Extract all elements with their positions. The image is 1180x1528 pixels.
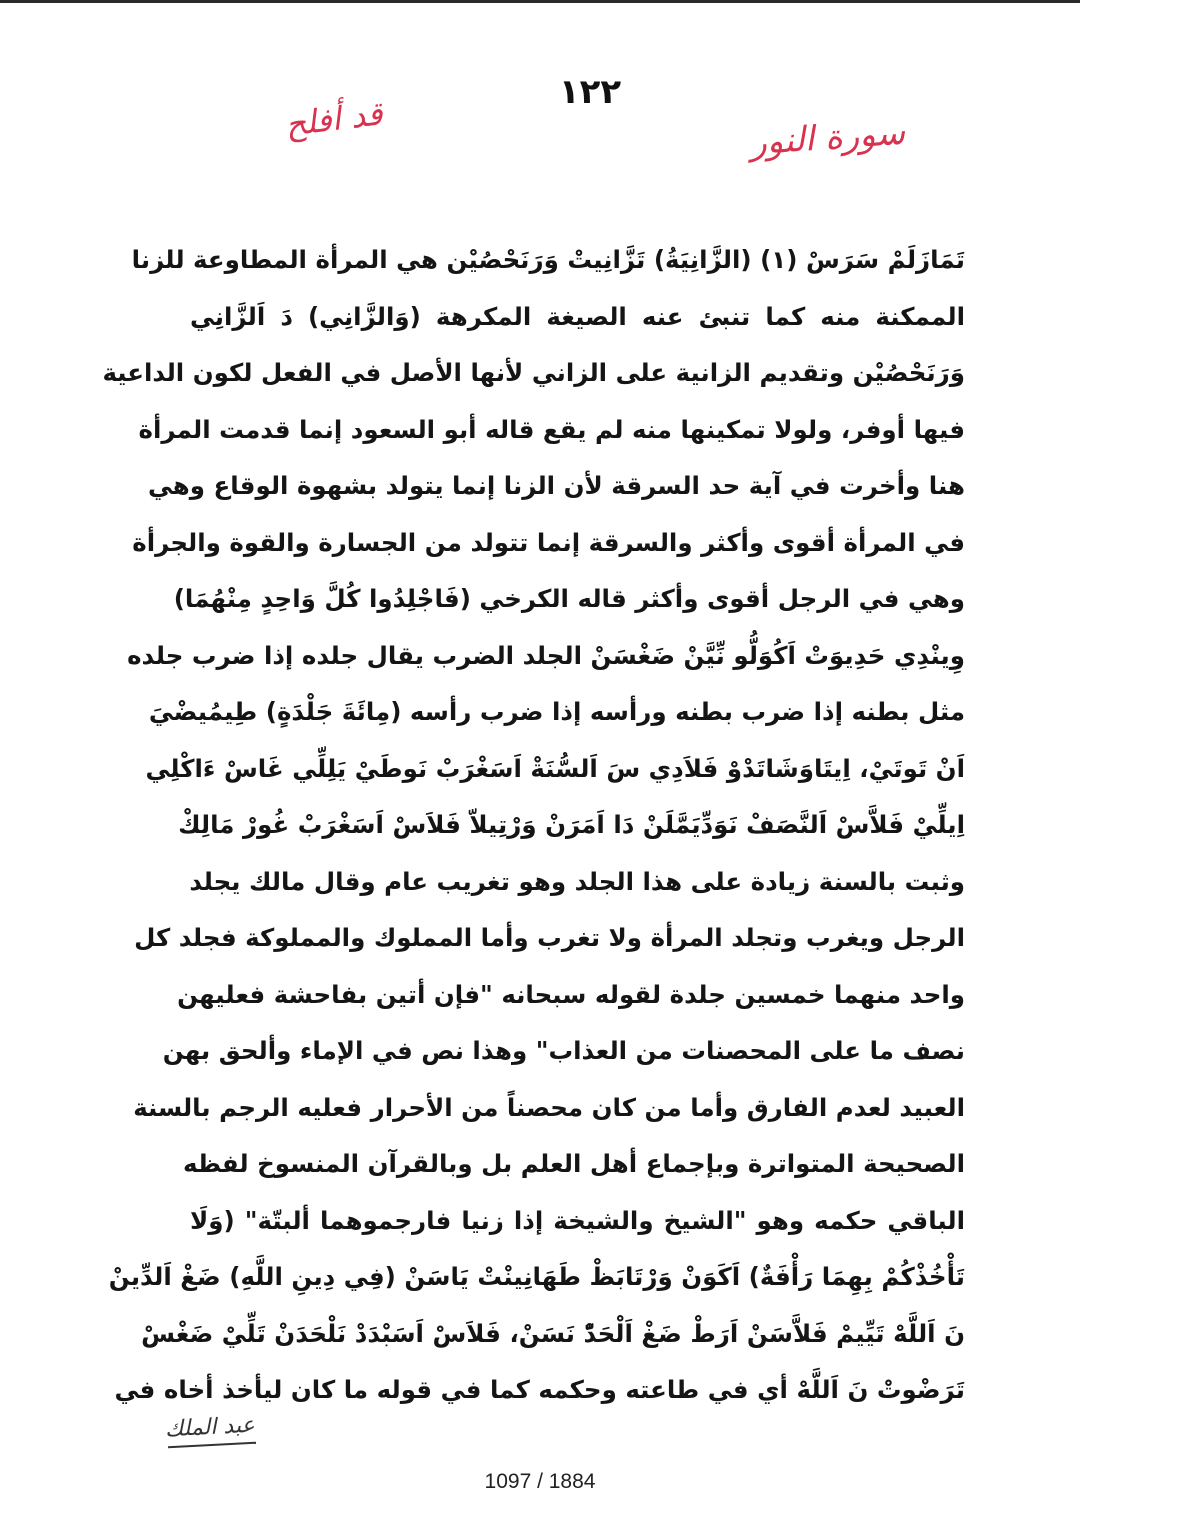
handwritten-note-right: سورة النور (748, 112, 907, 164)
handwritten-note-left: قد أفلح (283, 94, 385, 144)
scan-top-edge (0, 0, 1080, 3)
text-line: تَرَضْوتْ نَ اَللَّهْ أي في طاعته وحكمه كما في قوله ما كان ليأخذ أخاه في (114, 1375, 965, 1404)
text-line: مثل بطنه إذا ضرب بطنه ورأسه إذا ضرب رأسه (مِائَةَ جَلْدَةٍ) طِيمُيضْيَ (148, 697, 965, 726)
page-number: ١٢٢ (558, 72, 622, 112)
text-line: تَمَازَلَمْ سَرَسْ (١) (الزَّانِيَةُ) تَزَّانِيتْ وَرَنَحْصُيْن هي المرأة المطاوعة للزنا (131, 245, 965, 274)
text-line: اِيلِّيْ فَلاَّسْ اَلنَّصَفْ نَوَدِّيَمَّلَنْ دَا اَمَرَنْ وَرْتِيلاّ فَلاَسْ اَسَغْرَبْ غُورْ مَالِكْ (178, 810, 965, 839)
text-line: هنا وأخرت في آية حد السرقة لأن الزنا إنما يتولد بشهوة الوقاع وهي (147, 471, 965, 500)
text-line: وثبت بالسنة زيادة على هذا الجلد وهو تغريب عام وقال مالك يجلد (189, 866, 965, 896)
text-line: واحد منهما خمسين جلدة لقوله سبحانه "فإن أتين بفاحشة فعليهن (177, 979, 965, 1009)
text-line: الرجل ويغرب وتجلد المرأة ولا تغرب وأما المملوك والمملوكة فجلد كل (134, 923, 965, 952)
text-line: في المرأة أقوى وأكثر والسرقة إنما تتولد من الجسارة والقوة والجرأة (132, 527, 965, 557)
text-line: الممكنة منه كما تنبئ عنه الصيغة المكرهة (وَالزَّانِي) دَ اَلزَّانِي (190, 301, 965, 331)
text-line: نصف ما على المحصنات من العذاب" وهذا نص في الإماء وألحق بهن (162, 1036, 965, 1065)
page-counter: 1097 / 1884 (484, 1470, 596, 1493)
text-line: الباقي حكمه وهو "الشيخ والشيخة إذا زنيا فارجموهما ألبتّة" (وَلَا (190, 1205, 965, 1235)
text-line: فيها أوفر، ولولا تمكينها منه لم يقع قاله أبو السعود إنما قدمت المرأة (138, 414, 965, 444)
text-line: تَأْخُذْكُمْ بِهِمَا رَأْفَةٌ) اَكَوَنْ وَرْتَابَظْ طَهَانِينْتْ يَاسَنْ (فِي دِينِ اللَّهِ) ضَغْ اَلدِّينْ (108, 1262, 965, 1291)
signature-underline (168, 1442, 256, 1449)
text-line: نَ اَللَّهْ تَيِّيمْ فَلاَّسَنْ اَرَطْ ضَغْ اَلْحَدّْ نَسَنْ، فَلاَسْ اَسَبْدَدْ نَلْحَدَنْ تَلِّيْ ضَغْسْ (141, 1318, 965, 1348)
text-body (102, 232, 965, 1419)
text-line: العبيد لعدم الفارق وأما من كان محصناً من الأحرار فعليه الرجم بالسنة (133, 1092, 965, 1122)
text-line: اَنْ تَوتَيْ، اِيتَاوَشَاتَدْوْ فَلاَدِي سَ اَلسُّنَةْ اَسَغْرَبْ نَوطَيْ يَلِلِّي غَاسْ ءَاكْلِي (145, 753, 965, 783)
text-line: وَرَنَحْصُيْن وتقديم الزانية على الزاني لأنها الأصل في الفعل لكون الداعية (102, 358, 965, 387)
handwritten-signature: عبد الملك (164, 1412, 256, 1443)
text-line: الصحيحة المتواترة وبإجماع أهل العلم بل وبالقرآن المنسوخ لفظه (183, 1149, 965, 1178)
text-line: وهي في الرجل أقوى وأكثر قاله الكرخي (فَاجْلِدُوا كُلَّ وَاحِدٍ مِنْهُمَا) (173, 584, 965, 613)
text-line: وِينْدِي حَدِيوَتْ اَكُوَلُّو نِّيَّنْ ضَغْسَنْ الجلد الضرب يقال جلده إذا ضرب جلده (127, 640, 965, 670)
